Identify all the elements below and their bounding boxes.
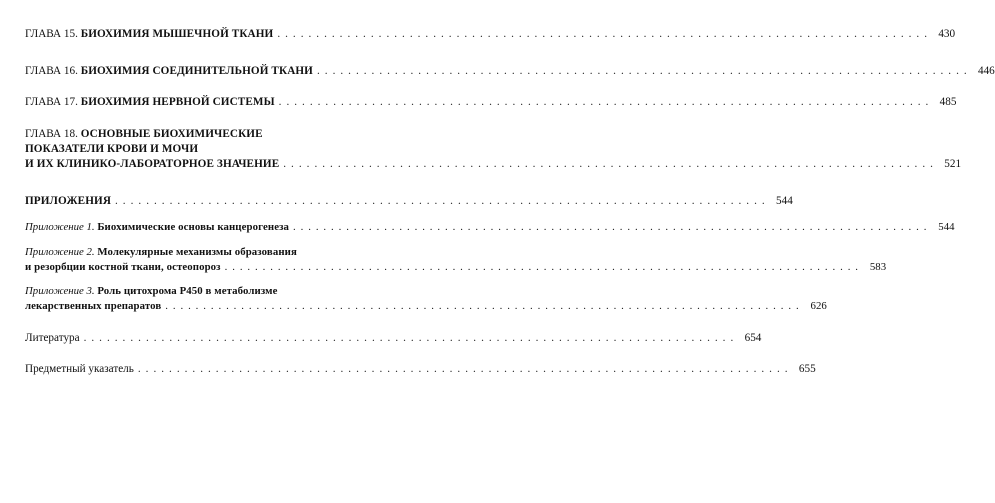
appendix-title-line-2: лекарственных препаратов <box>25 300 162 312</box>
page-number: 654 <box>744 332 762 344</box>
dot-leader: . . . . . . . . . . . . . . . . . . . . . . . . . . . . . . . . . . . . . . . . . . . . . . . . . . . . . . . . . . . . . . . . . . . . . . . . . . . . . . . . . . . . <box>115 195 766 207</box>
chapter-title-line-1: ОСНОВНЫЕ БИОХИМИЧЕСКИЕ <box>80 128 263 140</box>
dot-leader: . . . . . . . . . . . . . . . . . . . . . . . . . . . . . . . . . . . . . . . . . . . . . . . . . . . . . . . . . . . . . . . . . . . . . . . . . . . . . . . . . . . . <box>165 300 800 312</box>
page-number: 430 <box>938 28 956 40</box>
appendix-prefix: Приложение 1. <box>25 221 95 233</box>
dot-leader: . . . . . . . . . . . . . . . . . . . . . . . . . . . . . . . . . . . . . . . . . . . . . . . . . . . . . . . . . . . . . . . . . . . . . . . . . . . . . . . . . . . . <box>278 96 930 108</box>
toc-entry-appendix-2[interactable] <box>25 245 887 275</box>
chapter-prefix: ГЛАВА 17. <box>25 96 78 108</box>
appendix-prefix: Приложение 3. <box>25 285 95 297</box>
page-number: 626 <box>810 300 827 312</box>
page-number: 544 <box>776 195 793 207</box>
toc-entry-chapter-15[interactable] <box>25 27 956 42</box>
chapter-title-line-2: ПОКАЗАТЕЛИ КРОВИ И МОЧИ <box>25 143 199 155</box>
page-number: 521 <box>944 158 962 170</box>
toc-entry-chapter-16[interactable] <box>25 64 995 79</box>
toc-entry-subject-index[interactable] <box>25 362 816 377</box>
toc-entry-appendices[interactable] <box>25 194 793 209</box>
toc-entry-chapter-18[interactable] <box>25 127 962 172</box>
section-title: Предметный указатель <box>25 363 134 375</box>
toc-entry-chapter-17[interactable] <box>25 95 957 110</box>
page-number: 446 <box>977 65 995 77</box>
section-title: ПРИЛОЖЕНИЯ <box>25 195 112 207</box>
dot-leader: . . . . . . . . . . . . . . . . . . . . . . . . . . . . . . . . . . . . . . . . . . . . . . . . . . . . . . . . . . . . . . . . . . . . . . . . . . . . . . . . . . . . <box>277 28 929 40</box>
page-number: 485 <box>939 96 957 108</box>
dot-leader: . . . . . . . . . . . . . . . . . . . . . . . . . . . . . . . . . . . . . . . . . . . . . . . . . . . . . . . . . . . . . . . . . . . . . . . . . . . . . . . . . . . . <box>224 261 860 273</box>
appendix-title-line-2: и резорбции костной ткани, остеопороз <box>25 261 221 273</box>
chapter-title: БИОХИМИЯ НЕРВНОЙ СИСТЕМЫ <box>80 96 275 108</box>
page-number: 655 <box>798 363 816 375</box>
chapter-prefix: ГЛАВА 16. <box>25 65 78 77</box>
chapter-title-line-3: И ИХ КЛИНИКО-ЛАБОРАТОРНОЕ ЗНАЧЕНИЕ <box>25 158 280 170</box>
dot-leader: . . . . . . . . . . . . . . . . . . . . . . . . . . . . . . . . . . . . . . . . . . . . . . . . . . . . . . . . . . . . . . . . . . . . . . . . . . . . . . . . . . . . <box>137 363 789 375</box>
appendix-title-line-1: Молекулярные механизмы образования <box>97 246 297 258</box>
page-number: 583 <box>869 261 887 273</box>
dot-leader: . . . . . . . . . . . . . . . . . . . . . . . . . . . . . . . . . . . . . . . . . . . . . . . . . . . . . . . . . . . . . . . . . . . . . . . . . . . . . . . . . . . . <box>293 221 928 233</box>
toc-entry-appendix-3[interactable] <box>25 284 827 314</box>
dot-leader: . . . . . . . . . . . . . . . . . . . . . . . . . . . . . . . . . . . . . . . . . . . . . . . . . . . . . . . . . . . . . . . . . . . . . . . . . . . . . . . . . . . . <box>83 332 735 344</box>
chapter-prefix: ГЛАВА 18. <box>25 128 78 140</box>
toc-entry-literature[interactable] <box>25 331 762 346</box>
section-title: Литература <box>25 332 80 344</box>
appendix-prefix: Приложение 2. <box>25 246 95 258</box>
chapter-title: БИОХИМИЯ СОЕДИНИТЕЛЬНОЙ ТКАНИ <box>80 65 313 77</box>
appendix-title-line-1: Роль цитохрома Р450 в метаболизме <box>97 285 278 297</box>
chapter-prefix: ГЛАВА 15. <box>25 28 78 40</box>
dot-leader: . . . . . . . . . . . . . . . . . . . . . . . . . . . . . . . . . . . . . . . . . . . . . . . . . . . . . . . . . . . . . . . . . . . . . . . . . . . . . . . . . . . . <box>283 158 935 170</box>
dot-leader: . . . . . . . . . . . . . . . . . . . . . . . . . . . . . . . . . . . . . . . . . . . . . . . . . . . . . . . . . . . . . . . . . . . . . . . . . . . . . . . . . . . . <box>316 65 968 77</box>
toc-entry-appendix-1[interactable] <box>25 220 955 235</box>
page-number: 544 <box>938 221 955 233</box>
appendix-title: Биохимические основы канцерогенеза <box>97 221 290 233</box>
chapter-title: БИОХИМИЯ МЫШЕЧНОЙ ТКАНИ <box>80 28 274 40</box>
